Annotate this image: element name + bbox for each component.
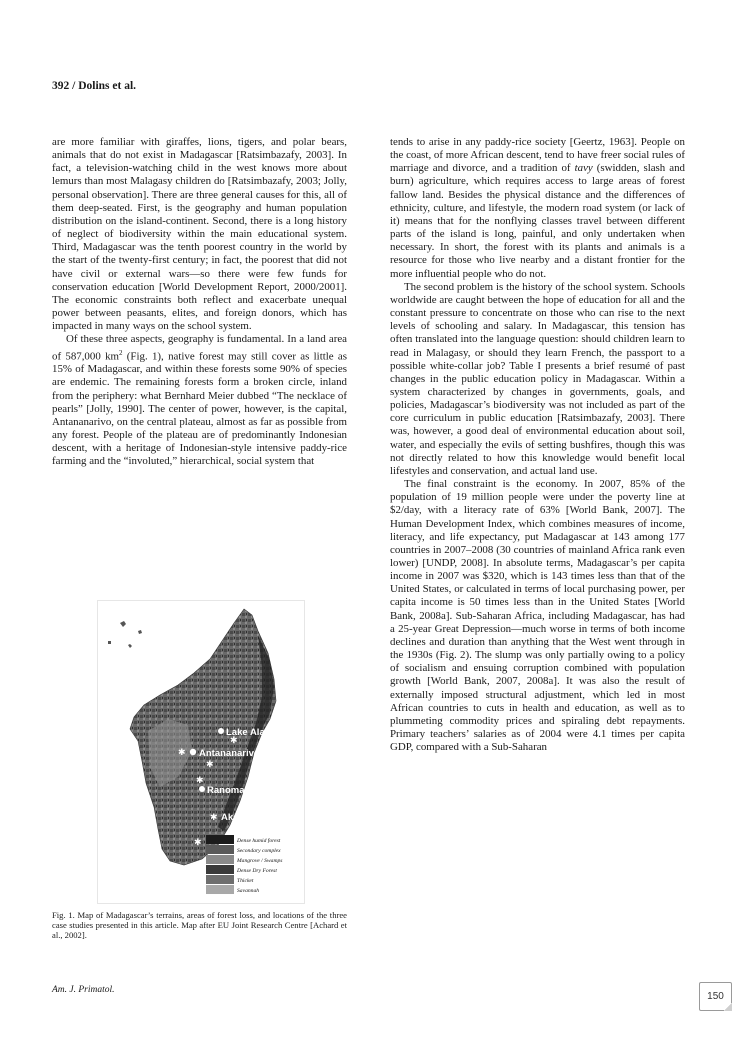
legend-label-thicket: Thicket: [237, 878, 254, 884]
left-paragraph-2: [52, 333, 347, 468]
legend-label-mangrove: Mangrove / Swamps: [237, 858, 283, 864]
star-icon: ✱: [210, 813, 218, 823]
legend-label-dense-humid: Dense humid forest: [237, 838, 281, 844]
right-paragraph-1: [390, 136, 685, 281]
island-shape: [138, 630, 142, 634]
star-icon: ✱: [206, 760, 214, 770]
legend-swatch-secondary: [206, 845, 234, 854]
left-paragraph-2-part-a: Of these three aspects, geography is fundamental. In a land area of 587,000 km: [52, 333, 347, 363]
legend-swatch-dense-humid: [206, 835, 234, 844]
lake-alaotra-label: Lake Alaotra: [226, 727, 283, 738]
legend-label-savannah: Savannah: [237, 888, 260, 894]
left-column: [52, 136, 347, 469]
antananarivo-marker: [190, 749, 196, 755]
left-paragraph-2-part-b: (Fig. 1), native forest may still cover as little as 15% of Madagascar, and within these forests some 90% of species are endemic. The remaining forests form a broken circle, inland from the periphery: what Bernhard Meier dubbed “The necklace of pearls” [Jolly, 1990]. The center of power, however, is the capital, Antananarivo, on the central plateau, almost as far as possible from any forest. People of the plateau are of predominantly Indonesian descent, with a heritage of Indonesian-style intensive paddy-rice farming and the “involuted,” hierarchical, social system that: [52, 350, 347, 468]
km-superscript: 2: [119, 348, 123, 357]
antananarivo-label: Antananarivo: [199, 748, 260, 759]
ako-project-label: Ako Project: [221, 812, 274, 823]
legend-label-dense-dry: Dense Dry Forest: [237, 868, 277, 874]
right-paragraph-3: The final constraint is the economy. In 2007, 85% of the population of 19 million people were under the poverty line at $2/day, with a literacy rate of 63% [World Bank, 2007]. The Human Development Index, which combines measures of income, literacy, and life expectancy, put Madagascar at 143 among 177 countries in 2007–2008 (30 countries of mainland Africa rank even lower) [UNDP, 2008]. In absolute terms, Madagascar’s per capita income in 2007 was $320, which is 143 times less than that of the United States, or calculated in terms of local purchasing power, per capita income is 50 times less than in the United States [World Bank, 2008a]. Sub-Saharan Africa, including Madagascar, has had a 25-year Great Depression—much worse in terms of both income declines and duration than anything that the West went through in the 1930s (Fig. 2). The slump was only partially owing to a policy of socialism and ensuing corruption combined with population growth [World Bank, 2007, 2008a]. It was also the result of externally imposed structural adjustment, which led in most African countries to cuts in health and education, as well as to plummeting commodity prices and spiraling debt repayments. Primary teachers’ salaries as of 2004 were 4.1 times per capita GDP, compared with a Sub-Saharan: [390, 478, 685, 754]
island-shape: [128, 644, 132, 648]
star-icon: ✱: [196, 776, 204, 786]
right-column: [390, 136, 685, 754]
page-number-badge: 150: [699, 982, 732, 1011]
island-shape: [120, 621, 126, 627]
legend-swatch-savannah: [206, 885, 234, 894]
ranomafana-marker: [199, 786, 205, 792]
tavy-term: tavy: [574, 162, 593, 175]
madagascar-map-figure: [97, 600, 305, 904]
ranomafana-label: Ranomafana: [207, 785, 265, 796]
legend-swatch-dense-dry: [206, 865, 234, 874]
journal-name: Am. J. Primatol.: [52, 985, 115, 995]
right-paragraph-1-part-a: tends to arise in any paddy-rice society [Geertz, 1963]. People on the coast, of more African descent, tend to have freer social rules of marriage and divorce, and a tradition of: [390, 136, 685, 175]
star-icon: ✱: [178, 748, 186, 758]
left-paragraph-1: are more familiar with giraffes, lions, tigers, and polar bears, animals that do not exist in Madagascar [Ratsimbazafy, 2003]. In fact, a television-watching child in the west knows more about lemurs than most Malagasy children do [Ratsimbazafy, 2003; Jolly, personal observation]. There are three general causes for this, all of them deep-seated. First, is the geography and human population distribution on the island-continent. Second, there is a long history of neglect of biodiversity within the main educational system. Third, Madagascar was the tenth poorest country in the world by the start of the twenty-first century; in fact, the poorest that did not have civil or external wars—so there were few funds for conservation education [World Development Report, 2000/2001]. The economic constraints both reflect and exacerbate unequal power between peasants, elites, and foreign donors, which has impacted in many ways on the school system.: [52, 136, 347, 333]
legend-label-secondary: Secondary complex: [237, 848, 281, 854]
running-head: 392 / Dolins et al.: [52, 80, 137, 92]
island-shape: [108, 641, 111, 644]
madagascar-map-svg: [98, 601, 304, 903]
legend-swatch-thicket: [206, 875, 234, 884]
legend-swatch-mangrove: [206, 855, 234, 864]
lake-alaotra-marker: [218, 728, 224, 734]
figure-caption: Fig. 1. Map of Madagascar’s terrains, areas of forest loss, and locations of the three case studies presented in this article. Map after EU Joint Research Centre [Achard et al., 2002].: [52, 910, 347, 941]
right-paragraph-2: The second problem is the history of the school system. Schools worldwide are caught between the hope of education for all and the constant pressure to concentrate on those who can rise to the next levels of schooling and salary. In Madagascar, this tension has often translated into the language question: should children learn to read in Malagasy, or should they learn French, the passport to a possible white-collar job? Table I presents a brief resumé of past changes in the public education policy in Madagascar. Within a system characterized by changes in governments, goals, and policies, Madagascar’s biodiversity was not included as part of the core curriculum in public education [Ratsimbazafy, 2003]. There was, however, a good deal of environmental education about soil, water, and especially the evils of setting bushfires, though this was not directly related to how this knowledge would benefit local lifestyles and conservation, and actual land use.: [390, 280, 685, 477]
right-paragraph-1-part-b: (swidden, slash and burn) agriculture, which requires access to large areas of forest fallow land. Besides the physical distance and the differences of ethnicity, culture, and lifestyle, the modern road system (or lack of it) means that for the nonflying classes travel between different parts of the island is long, painful, and only undertaken when necessary. In short, the forest with its plants and animals is a resource for those who live nearby and a distant frontier for the more influential people who do not.: [390, 162, 685, 280]
star-icon: ✱: [230, 736, 238, 746]
star-icon: ✱: [194, 838, 202, 848]
map-legend: [206, 835, 282, 894]
